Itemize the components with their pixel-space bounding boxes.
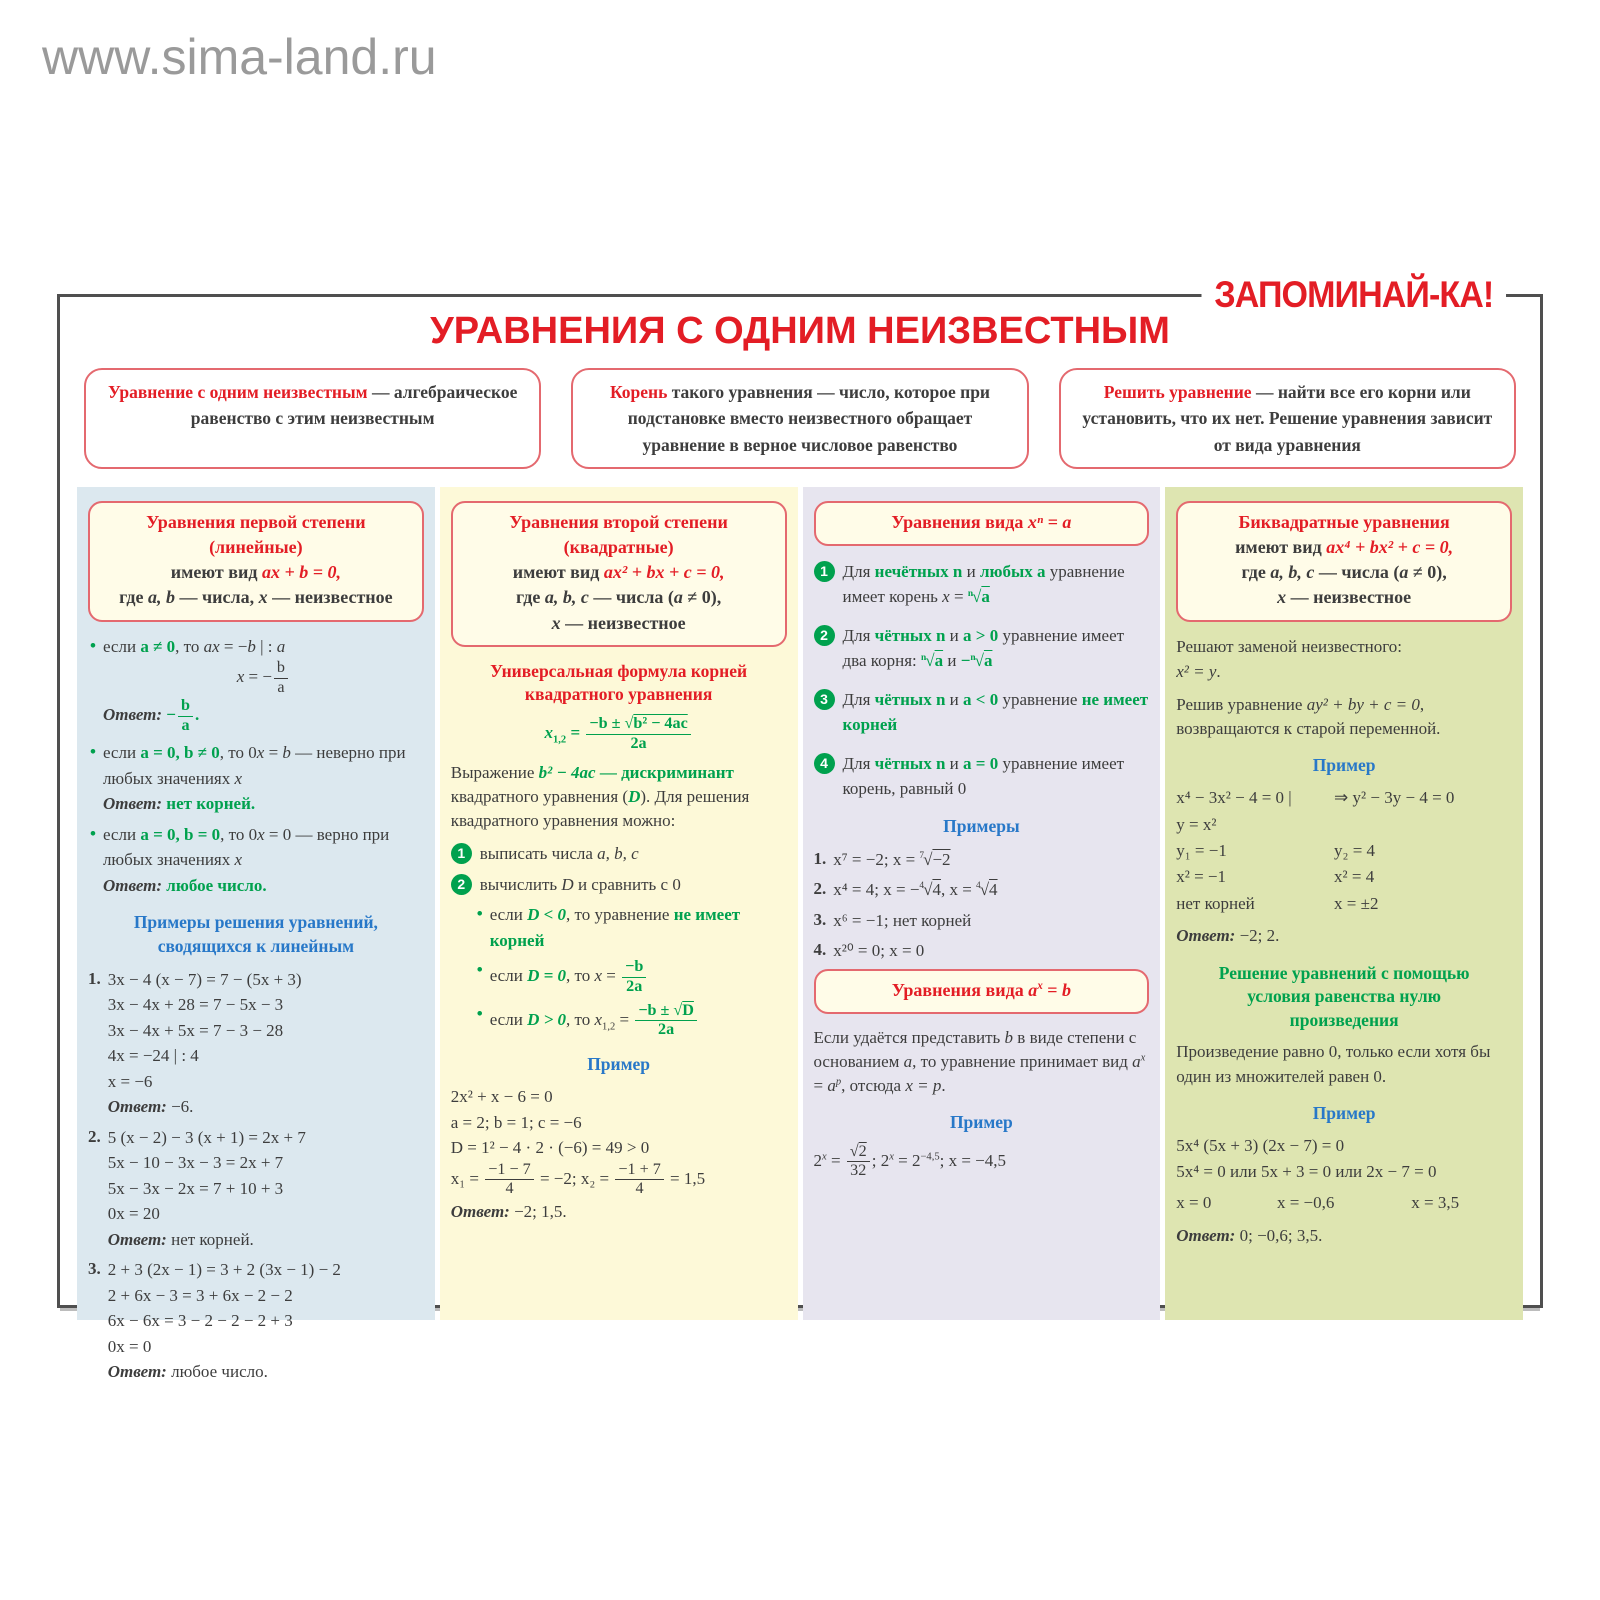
text-line: 4x = −24 | : 4	[107, 1046, 199, 1066]
text-line: (квадратные)	[563, 536, 674, 557]
text-line: Ответ: нет корней.	[102, 794, 256, 814]
text-line: 2 + 6x − 3 = 3 + 6x − 2 − 2	[107, 1285, 293, 1305]
list-item	[88, 1125, 424, 1253]
fraction: $\frac{b}{a}$	[178, 697, 193, 735]
text-line: $2^x$ = $\frac{√2}{32}$ ; $2^x = 2^{-4,5}$; x = −4,5	[813, 1142, 1006, 1180]
grid-cell: x² = −1	[1176, 867, 1227, 887]
item-text	[833, 877, 1149, 903]
item-text	[103, 634, 424, 736]
step-number-badge: 4	[814, 753, 835, 774]
text-line: a = 2; b = 1; c = −6	[450, 1112, 582, 1132]
list-item	[88, 740, 424, 817]
col4-paragraph: Произведение равно 0, только если хотя бы один из множителей равен 0.	[1176, 1042, 1491, 1086]
col1-bullet-list	[88, 634, 424, 899]
text-line: D = 1² − 4 · 2 · (−6) = 49 > 0	[450, 1138, 650, 1158]
grid-cell: x² = 4	[1334, 867, 1375, 887]
col3-header-box	[814, 501, 1150, 546]
col1-ol	[88, 967, 424, 1385]
list-item	[814, 751, 1150, 802]
text-line: Ответ: −2; 1,5.	[450, 1202, 567, 1222]
col4-heading	[1176, 1102, 1512, 1126]
text-line: Ответ: 0; −0,6; 3,5.	[1176, 1225, 1323, 1245]
definition-rest: — найти все его корни или установить, что их нет. Решение уравнения зависит от вида уравнения	[1082, 382, 1493, 455]
brand-logo: ЗАПОМИНАЙ-КА!	[1201, 270, 1506, 320]
text-line: если D < 0, то уравнение не имеет корней	[489, 905, 741, 950]
fraction: $\frac{-1 - 7}{4}$	[485, 1161, 533, 1199]
item-text	[843, 687, 1150, 738]
grid-cell	[1334, 812, 1512, 838]
text-line: x — неизвестное	[1277, 587, 1412, 608]
bullet-icon: •	[90, 635, 96, 655]
item-text	[833, 908, 1149, 934]
fraction: $\frac{-b \pm √D}{2a}$	[635, 1002, 697, 1040]
col2-bullet-list	[475, 902, 787, 1039]
text-line: x⁶ = −1; нет корней	[833, 910, 972, 930]
list-item	[88, 822, 424, 899]
list-item	[814, 877, 1150, 903]
text-line: Ответ: − $\frac{b}{a}$ .	[102, 697, 200, 734]
col2-heading	[451, 660, 787, 707]
text-line: x²⁰ = 0; x = 0	[833, 941, 925, 961]
list-item	[451, 841, 787, 867]
text-line: 3x − 4x + 28 = 7 − 5x − 3	[107, 995, 284, 1015]
list-item	[814, 559, 1150, 610]
text-line: $x_{1,2}$ = $\frac{\text{−b ± √b² − 4ac}}{2a}$	[451, 715, 787, 753]
col4-grid	[1176, 785, 1512, 917]
item-number: 3.	[813, 909, 827, 929]
item-text	[103, 822, 424, 899]
item-number: 3.	[88, 1259, 101, 1279]
columns-row	[77, 487, 1523, 1382]
text-line: x = −6	[107, 1071, 153, 1091]
text-line: 3x − 4x + 5x = 7 − 3 − 28	[107, 1020, 284, 1040]
step-number-badge: 1	[814, 561, 835, 582]
root-expression: $^n$√a	[967, 587, 990, 607]
item-text	[490, 958, 787, 996]
grid-cell: y = x²	[1176, 814, 1217, 834]
heading-line: квадратного уравнения	[524, 684, 713, 705]
item-text	[108, 967, 424, 1120]
text-line: 3x − 4 (x − 7) = 7 − (5x + 3)	[107, 969, 302, 989]
col4-lines	[1176, 1133, 1512, 1184]
text-line: Биквадратные уравнения	[1238, 511, 1450, 532]
text-line: если a = 0, b = 0, то 0x = 0 — верно при любых значениях x	[102, 824, 390, 870]
heading-line: Пример	[1312, 754, 1376, 775]
root-expression: $^n$√a	[970, 651, 993, 671]
grid-cell: нет корней	[1176, 893, 1255, 913]
fraction: $\frac{\text{−b ± √b² − 4ac}}{2a}$	[586, 715, 690, 753]
col3-header-box	[814, 969, 1150, 1014]
heading-line: условия равенства нулю	[1247, 986, 1442, 1007]
text-line: имеют вид ax⁴ + bx² + c = 0,	[1235, 536, 1454, 557]
text-line: если a ≠ 0, то ax = −b | : a	[102, 636, 286, 656]
list-item	[814, 687, 1150, 738]
root-expression: $^7$√−2	[919, 849, 951, 869]
item-number: 1.	[813, 848, 827, 868]
text-line: Ответ: нет корней.	[107, 1229, 254, 1249]
text-line: Ответ: любое число.	[107, 1362, 268, 1382]
heading-line: сводящихся к линейным	[157, 935, 355, 956]
heading-line: Пример	[949, 1112, 1013, 1133]
col3-lines	[814, 1143, 1150, 1181]
bullet-icon: •	[90, 742, 96, 762]
step-number-badge: 2	[814, 625, 835, 646]
text-line: вычислить D и сравнить с 0	[479, 874, 681, 894]
grid-cell: y₁ = −1	[1176, 841, 1227, 861]
item-number: 2.	[88, 1126, 101, 1146]
heading-line: Примеры решения уравнений,	[133, 912, 378, 933]
text-line: Уравнения второй степени	[509, 511, 728, 532]
grid-cell: x = 0	[1176, 1193, 1212, 1213]
text-line: если D = 0, то x = $\frac{-b}{2a}$	[490, 958, 787, 996]
col4-grid	[1176, 1190, 1512, 1216]
text-line: где a, b, c — числа (a ≠ 0),	[515, 587, 722, 608]
grid-cell: x⁴ − 3x² − 4 = 0 |	[1176, 788, 1292, 808]
definition-rest: — алгебраическое равенство с этим неизвестным	[190, 382, 518, 429]
text-line: Решают заменой неизвестного:	[1176, 636, 1403, 656]
fraction: $\frac{-b}{2a}$	[622, 958, 646, 996]
list-item	[475, 1002, 787, 1040]
text-line: 2x² + x − 6 = 0	[450, 1087, 553, 1107]
text-line: Уравнения первой степени	[146, 511, 366, 532]
grid-cell: x = −0,6	[1276, 1193, 1335, 1213]
definition-box-equation	[84, 368, 541, 469]
item-text	[833, 847, 1149, 873]
col3-paragraph: Если удаётся представить b в виде степени с основанием a, то уравнение принимает вид $a^x = a^p$, отсюда x = p.	[813, 1027, 1146, 1095]
text-line: Для чётных n и a > 0 уравнение имеет два корня: $^n$√a и −$^n$√a	[842, 625, 1125, 671]
definition-box-root	[571, 368, 1028, 469]
step-number-badge: 3	[814, 689, 835, 710]
text-line: x — неизвестное	[551, 612, 686, 633]
list-item	[88, 1257, 424, 1385]
item-text	[843, 623, 1150, 674]
item-text	[480, 841, 787, 867]
col4-lines	[1176, 923, 1512, 949]
item-text	[843, 751, 1150, 802]
list-item	[88, 634, 424, 736]
col2-lines	[451, 1084, 787, 1224]
list-item	[814, 908, 1150, 934]
bullet-icon: •	[476, 960, 483, 980]
text-line: 0x = 20	[107, 1204, 160, 1224]
text-line: где a, b, c — числа (a ≠ 0),	[1241, 562, 1447, 583]
text-line: x = − $\frac{b}{a}$	[103, 659, 424, 697]
heading-line: Пример	[1312, 1102, 1376, 1123]
item-text	[490, 1002, 787, 1040]
list-item	[475, 958, 787, 996]
item-text	[833, 938, 1149, 964]
col3-heading	[814, 815, 1150, 839]
text-line: x₁ = $\frac{-1 - 7}{4}$ = −2; x₂ = $\frac{-1 + 7}{4}$ = 1,5	[450, 1160, 706, 1198]
definition-lead: Корень	[609, 382, 668, 402]
col2-paragraph: Выражение b² − 4ac — дискриминант квадратного уравнения (D). Для решения квадратного уравнения можно:	[450, 763, 750, 831]
text-line: Для чётных n и a < 0 уравнение не имеет корней	[842, 689, 1149, 735]
col4-header-box	[1176, 501, 1512, 622]
text-line: 5x⁴ = 0 или 5x + 3 = 0 или 2x − 7 = 0	[1176, 1161, 1437, 1181]
grid-cell: ⇒ y² − 3y − 4 = 0	[1334, 788, 1455, 808]
text-line: 2 + 3 (2x − 1) = 3 + 2 (3x − 1) − 2	[107, 1260, 341, 1280]
grid-cell: x = 3,5	[1411, 1193, 1460, 1213]
item-text	[103, 740, 424, 817]
col4-heading	[1176, 962, 1512, 1033]
text-line: Ответ: −6.	[107, 1097, 194, 1117]
fraction: $\frac{-1 + 7}{4}$	[615, 1161, 663, 1199]
watermark-text: www.sima-land.ru	[42, 29, 437, 85]
col2-header-box	[451, 501, 787, 647]
heading-line: Решение уравнений с помощью	[1218, 962, 1470, 983]
text-line: Для чётных n и a = 0 уравнение имеет корень, равный 0	[842, 753, 1125, 799]
fraction: $\frac{b}{a}$	[274, 659, 288, 697]
text-line: 0x = 0	[107, 1336, 152, 1356]
fraction: $\frac{√2}{32}$	[847, 1143, 870, 1181]
bullet-icon: •	[476, 1003, 483, 1023]
item-number: 4.	[813, 940, 827, 960]
poster	[57, 274, 1543, 1382]
item-number: 2.	[813, 879, 827, 899]
text-line: 5x − 10 − 3x − 3 = 2x + 7	[107, 1153, 284, 1173]
heading-line: Примеры	[943, 815, 1020, 836]
col2-steps	[451, 841, 787, 897]
definition-rest: такого уравнения — число, которое при подстановке вместо неизвестного обращает уравнение в верное числовое равенство	[627, 382, 991, 455]
col3-steps	[814, 559, 1150, 802]
grid-cell: y₂ = 4	[1334, 841, 1376, 861]
col1-heading	[88, 911, 424, 958]
heading-line: Пример	[587, 1053, 651, 1074]
grid-cell: x = ±2	[1334, 893, 1379, 913]
col1-header-box	[88, 501, 424, 622]
definition-box-solve	[1059, 368, 1516, 469]
column-col2	[440, 487, 798, 1320]
item-text	[480, 872, 787, 898]
list-item	[814, 623, 1150, 674]
root-expression: $^n$√a	[921, 651, 944, 671]
text-line: x⁷ = −2; x = $^7$√−2	[833, 849, 951, 869]
col4-lines	[1176, 634, 1512, 685]
text-line: Для нечётных n и любых a уравнение имеет корень x = $^n$√a	[842, 561, 1125, 607]
text-line: Ответ: любое число.	[102, 875, 267, 895]
step-number-badge: 1	[451, 843, 472, 864]
list-item	[451, 872, 787, 898]
item-text	[843, 559, 1150, 610]
text-line: выписать числа a, b, c	[479, 844, 639, 864]
text-line: Уравнения вида xⁿ = a	[891, 511, 1072, 532]
col3-ol	[814, 847, 1150, 964]
text-line: если a = 0, b ≠ 0, то 0x = b — неверно при любых значениях x	[102, 743, 406, 788]
col4-heading	[1176, 754, 1512, 778]
column-col3	[803, 487, 1161, 1320]
column-col4	[1165, 487, 1523, 1320]
definition-lead: Уравнение с одним неизвестным	[107, 382, 368, 402]
root-expression: $^4$√4	[976, 880, 998, 900]
text-line: где a, b — числа, x — неизвестное	[119, 587, 393, 608]
bullet-icon: •	[90, 823, 96, 843]
item-text	[108, 1257, 424, 1385]
heading-line: Универсальная формула корней	[490, 660, 748, 681]
step-number-badge: 2	[451, 874, 472, 895]
text-line: 5 (x − 2) − 3 (x + 1) = 2x + 7	[107, 1127, 306, 1147]
col3-heading	[814, 1111, 1150, 1135]
text-line: (линейные)	[209, 536, 303, 557]
text-line: имеют вид ax² + bx + c = 0,	[512, 562, 725, 583]
col2-heading	[451, 1053, 787, 1077]
text-line: 6x − 6x = 3 − 2 − 2 − 2 + 3	[107, 1311, 293, 1331]
list-item	[88, 967, 424, 1120]
col4-lines	[1176, 1223, 1512, 1249]
bullet-icon: •	[476, 904, 483, 924]
text-line: 5x − 3x − 2x = 7 + 10 + 3	[107, 1178, 284, 1198]
item-number: 1.	[88, 968, 101, 988]
col2-lines	[451, 715, 787, 753]
heading-line: произведения	[1289, 1009, 1399, 1030]
list-item	[475, 902, 787, 953]
col4-paragraph: Решив уравнение ay² + by + c = 0, возвращаются к старой переменной.	[1176, 694, 1441, 738]
item-text	[490, 902, 787, 953]
text-line: x⁴ = 4; x = −$^4$√4, x = $^4$√4	[833, 880, 998, 900]
root-expression: $^4$√4	[919, 880, 941, 900]
text-line: Ответ: −2; 2.	[1176, 926, 1280, 946]
list-item	[814, 847, 1150, 873]
definitions-row	[84, 368, 1516, 469]
text-line: если D > 0, то $x_{1,2}$ = $\frac{-b \pm √D}{2a}$	[490, 1002, 787, 1040]
text-line: Уравнения вида $a^x = b$	[891, 979, 1072, 1000]
poster-title: УРАВНЕНИЯ С ОДНИМ НЕИЗВЕСТНЫМ	[430, 310, 1170, 352]
text-line: 5x⁴ (5x + 3) (2x − 7) = 0	[1176, 1136, 1345, 1156]
definition-lead: Решить уравнение	[1103, 382, 1252, 402]
list-item	[814, 938, 1150, 964]
text-line: имеют вид ax + b = 0,	[170, 562, 341, 583]
column-col1	[77, 487, 435, 1382]
item-text	[108, 1125, 424, 1253]
text-line: x² = y.	[1176, 662, 1221, 681]
